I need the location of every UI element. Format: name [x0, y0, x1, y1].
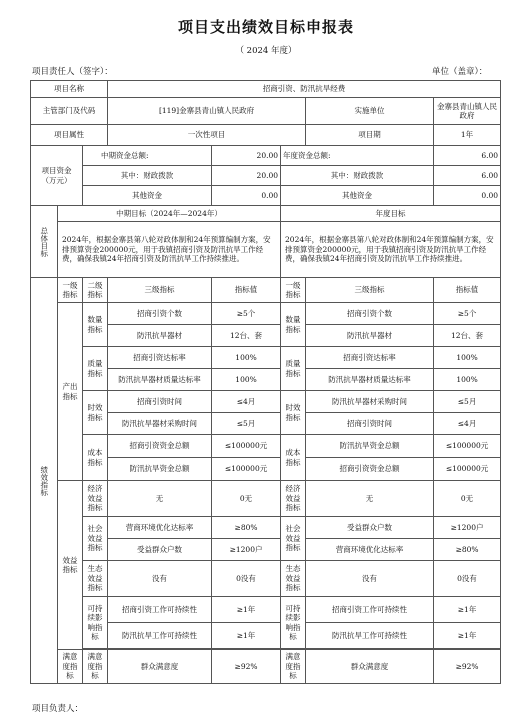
table-cell: 招商引资资金总额 [306, 458, 434, 481]
table-cell: 招商引资时间 [108, 391, 212, 413]
output-label: 产出指标 [58, 303, 83, 481]
table-cell: ≥1200户 [434, 517, 501, 539]
table-cell: 招商引资达标率 [108, 347, 212, 369]
table-cell: ≥5个 [212, 303, 281, 325]
footer-label: 项目负责人： [32, 704, 84, 714]
level1-header-right: 一级指标 [281, 278, 306, 303]
table-cell: 防汛抗旱工作可持续性 [108, 623, 212, 649]
table-cell: 招商引资工作可持续性 [306, 597, 434, 623]
qty-label-left: 数量指标 [83, 303, 108, 347]
sat-label-level2: 满意度指标 [83, 650, 108, 684]
table-cell: 100% [434, 347, 501, 369]
quality-label-left: 质量指标 [83, 347, 108, 391]
table-cell: 12台、套 [212, 325, 281, 347]
dept-label: 主管部门及代码 [31, 98, 108, 125]
quality-label-right: 质量指标 [281, 347, 306, 391]
mid-goal-header: 中期目标（2024年—2024年） [58, 206, 281, 222]
table-cell: 防汛抗旱器材 [306, 325, 434, 347]
table-cell: 受益群众户数 [306, 517, 434, 539]
eco-label-left: 生态效益指标 [83, 561, 108, 597]
table-cell: 防汛抗旱资金总额 [306, 435, 434, 458]
impl-unit-value: 金寨县青山镇人民政府 [434, 98, 501, 125]
year-fiscal-value: 6.00 [434, 166, 501, 186]
responsible-label: 项目责任人（签字）： [32, 67, 113, 77]
period-value: 1年 [434, 125, 501, 146]
sustain-label-left: 可持续影响指标 [83, 597, 108, 649]
table-cell: ≥1年 [434, 597, 501, 623]
unit-label: 单位（盖章）： [432, 67, 488, 77]
sustain-label-right: 可持续影响指标 [281, 597, 306, 649]
mid-other-label: 其他资金 [83, 186, 212, 206]
table-cell: 招商引资工作可持续性 [108, 597, 212, 623]
project-name-value: 招商引资、防汛抗旱经费 [108, 81, 501, 98]
year-goal-header: 年度目标 [281, 206, 501, 222]
impl-unit-label: 实施单位 [306, 98, 434, 125]
table-cell: 营商环境优化达标率 [108, 517, 212, 539]
table-cell: 招商引资达标率 [306, 347, 434, 369]
table-cell: ≤4月 [434, 413, 501, 435]
cost-label-left: 成本指标 [83, 435, 108, 481]
mid-other-value: 0.00 [212, 186, 281, 206]
table-cell: ≤4月 [212, 391, 281, 413]
table-cell: 防汛抗旱器材质量达标率 [306, 369, 434, 391]
table-cell: ≤5月 [434, 391, 501, 413]
level1-header-left: 一级指标 [58, 278, 83, 303]
table-cell: ≥92% [434, 650, 501, 684]
table-cell: ≤100000元 [434, 435, 501, 458]
table-cell: 0无 [212, 481, 281, 517]
table-cell: 招商引资个数 [306, 303, 434, 325]
period-label: 项目期 [306, 125, 434, 146]
table-cell: 防汛抗旱工作可持续性 [306, 623, 434, 649]
table-cell: ≥5个 [434, 303, 501, 325]
mid-fiscal-label: 其中：财政拨款 [83, 166, 212, 186]
table-cell: 群众满意度 [306, 650, 434, 684]
table-cell: 防汛抗旱器材质量达标率 [108, 369, 212, 391]
time-label-left: 时效指标 [83, 391, 108, 435]
table-cell: 防汛抗旱器材采购时间 [306, 391, 434, 413]
table-cell: 100% [212, 369, 281, 391]
table-cell: 防汛抗旱资金总额 [108, 458, 212, 481]
year-goal-text: 2024年，根据金寨县第八轮对政体制和24年预算编制方案，安排预算资金200000元，用于我镇招商引资及防汛抗旱工作经费，确保我镇24年招商引资及防汛抗旱工作持续推进。 [281, 222, 501, 278]
attr-label: 项目属性 [31, 125, 108, 146]
value-header-left: 指标值 [212, 278, 281, 303]
table-cell: 没有 [108, 561, 212, 597]
table-cell: 0没有 [434, 561, 501, 597]
time-label-right: 时效指标 [281, 391, 306, 435]
table-cell: 0无 [434, 481, 501, 517]
form-title: 项目支出绩效目标申报表 [177, 18, 354, 36]
year-total-value: 6.00 [434, 146, 501, 166]
sat-label-level1: 满意度指标 [58, 650, 83, 684]
table-cell: 群众满意度 [108, 650, 212, 684]
table-cell: 100% [212, 347, 281, 369]
table-cell: 防汛抗旱器材采购时间 [108, 413, 212, 435]
table-cell: 没有 [306, 561, 434, 597]
performance-table [30, 80, 501, 684]
table-cell: 无 [306, 481, 434, 517]
fund-label: 项目资金 （万元） [31, 146, 83, 206]
table-cell: 受益群众户数 [108, 539, 212, 561]
mid-total-label: 中期资金总额: [83, 146, 212, 166]
table-cell: 招商引资个数 [108, 303, 212, 325]
benefit-label: 效益指标 [58, 481, 83, 650]
qty-label-right: 数量指标 [281, 303, 306, 347]
year-fiscal-label: 其中：财政拨款 [281, 166, 434, 186]
table-cell: ≥1年 [212, 597, 281, 623]
mid-goal-text: 2024年，根据金寨县第八轮对政体制和24年预算编制方案，安排预算资金200000元，用于我镇招商引资及防汛抗旱工作经费，确保我镇24年招商引资及防汛抗旱工作持续推进。 [58, 222, 281, 278]
year-line: （ 2024 年度） [235, 46, 297, 56]
table-cell: ≤100000元 [434, 458, 501, 481]
level3-header-left: 三级指标 [108, 278, 212, 303]
year-other-label: 其他资金 [281, 186, 434, 206]
project-name-label: 项目名称 [31, 81, 108, 98]
level2-header-left: 二级指标 [83, 278, 108, 303]
attr-value: 一次性项目 [108, 125, 306, 146]
mid-fiscal-value: 20.00 [212, 166, 281, 186]
table-cell: ≥92% [212, 650, 281, 684]
cost-label-right: 成本指标 [281, 435, 306, 481]
table-cell: ≤5月 [212, 413, 281, 435]
table-cell: ≤100000元 [212, 435, 281, 458]
table-cell: ≥1年 [434, 623, 501, 649]
table-cell: 无 [108, 481, 212, 517]
table-cell: ≥1200户 [212, 539, 281, 561]
table-cell: ≥1年 [212, 623, 281, 649]
table-cell: ≥80% [434, 539, 501, 561]
year-total-label: 年度资金总额: [281, 146, 434, 166]
social-label-left: 社会效益指标 [83, 517, 108, 561]
value-header-right: 指标值 [434, 278, 501, 303]
econ-label-left: 经济效益指标 [83, 481, 108, 517]
table-cell: 0没有 [212, 561, 281, 597]
goals-section-label: 总体目标 [31, 206, 58, 278]
sat-label-right: 满意度指标 [281, 650, 306, 684]
table-cell: 招商引资时间 [306, 413, 434, 435]
econ-label-right: 经济效益指标 [281, 481, 306, 517]
social-label-right: 社会效益指标 [281, 517, 306, 561]
table-cell: ≥80% [212, 517, 281, 539]
table-cell: 招商引资资金总额 [108, 435, 212, 458]
table-cell: 100% [434, 369, 501, 391]
table-cell: 防汛抗旱器材 [108, 325, 212, 347]
level3-header-right: 三级指标 [306, 278, 434, 303]
dept-value: [119]金寨县青山镇人民政府 [108, 98, 306, 125]
table-cell: 营商环境优化达标率 [306, 539, 434, 561]
perf-section-label: 绩效指标 [31, 278, 58, 684]
mid-total-value: 20.00 [212, 146, 281, 166]
eco-label-right: 生态效益指标 [281, 561, 306, 597]
year-other-value: 0.00 [434, 186, 501, 206]
table-cell: 12台、套 [434, 325, 501, 347]
table-cell: ≤100000元 [212, 458, 281, 481]
